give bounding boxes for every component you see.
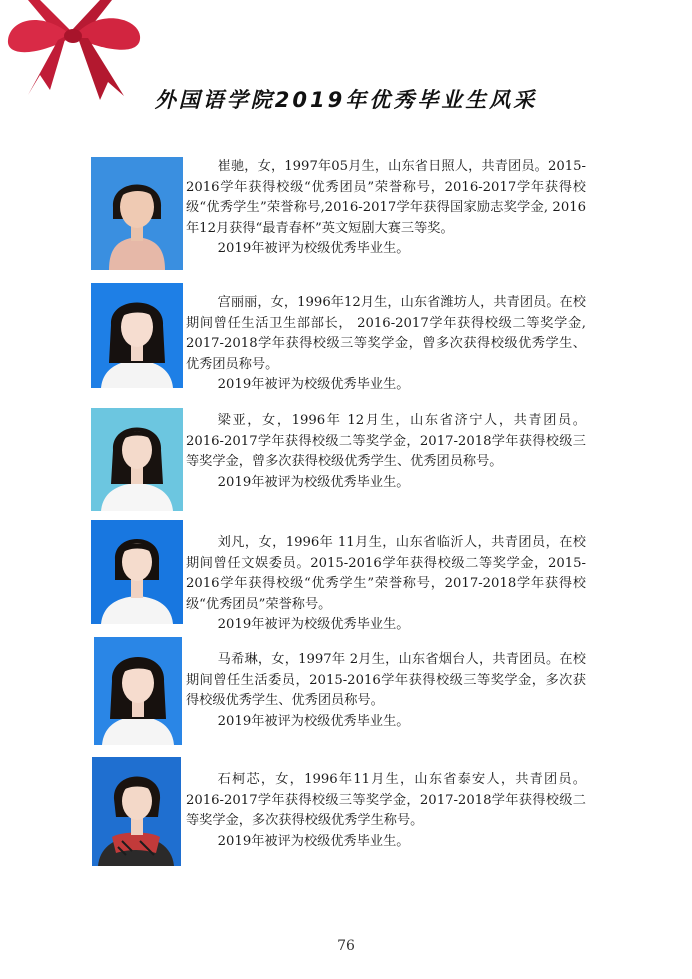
graduate-photo — [91, 408, 183, 511]
graduate-bio: 刘凡，女，1996年 11月生，山东省临沂人，共青团员，在校期间曾任文娱委员。2015-2016学年获得校级二等奖学金，2015-2016学年获得校级“优秀学生”荣誉称号，2017-2018学年获得校级“优秀团员”荣誉称号。 — [186, 535, 586, 612]
page-number: 76 — [337, 938, 355, 954]
graduate-bio: 崔驰，女，1997年05月生，山东省日照人，共青团员。2015-2016学年获得校级“优秀团员”荣誉称号，2016-2017学年获得校级“优秀学生”荣誉称号,2016-2017学年获得国家励志奖学金, 2016年12月获得“最青春杯”英文短剧大赛三等奖。 — [186, 159, 586, 236]
graduate-honor: 2019年被评为校级优秀毕业生。 — [217, 617, 410, 632]
page-title: 外国语学院2019年优秀毕业生风采 — [154, 88, 538, 112]
graduate-honor: 2019年被评为校级优秀毕业生。 — [217, 713, 410, 729]
graduate-photo — [94, 637, 182, 745]
graduate-bio: 马希琳，女，1997年 2月生，山东省烟台人，共青团员。在校期间曾任生活委员，2015-2016学年获得校级三等奖学金，多次获得校级优秀学生、优秀团员称号。 — [186, 652, 586, 708]
graduate-bio: 梁亚，女，1996年 12月生，山东省济宁人，共青团员。2016-2017学年获得校级二等奖学金，2017-2018学年获得校级三等奖学金，曾多次获得校级优秀学生、优秀团员称号。 — [186, 413, 586, 469]
graduate-bio: 宫丽丽，女，1996年12月生，山东省潍坊人，共青团员。在校期间曾任生活卫生部部长， 2016-2017学年获得校级二等奖学金, 2017-2018学年获得校级三等奖学金，曾多次获得校级优秀学生、优秀团员称号。 — [186, 295, 586, 372]
graduate-photo — [91, 520, 183, 624]
graduate-bio: 石柯芯，女，1996年11月生，山东省泰安人，共青团员。2016-2017学年获得校级三等奖学金，2017-2018学年获得校级二等奖学金，多次获得校级优秀学生称号。 — [186, 772, 586, 828]
graduate-photo — [91, 157, 183, 270]
graduate-photo — [91, 283, 183, 388]
graduate-honor: 2019年被评为校级优秀毕业生。 — [217, 377, 410, 392]
graduate-honor: 2019年被评为校级优秀毕业生。 — [217, 474, 410, 490]
graduate-honor: 2019年被评为校级优秀毕业生。 — [217, 833, 410, 849]
graduate-honor: 2019年被评为校级优秀毕业生。 — [217, 241, 410, 256]
graduate-photo — [92, 757, 181, 866]
